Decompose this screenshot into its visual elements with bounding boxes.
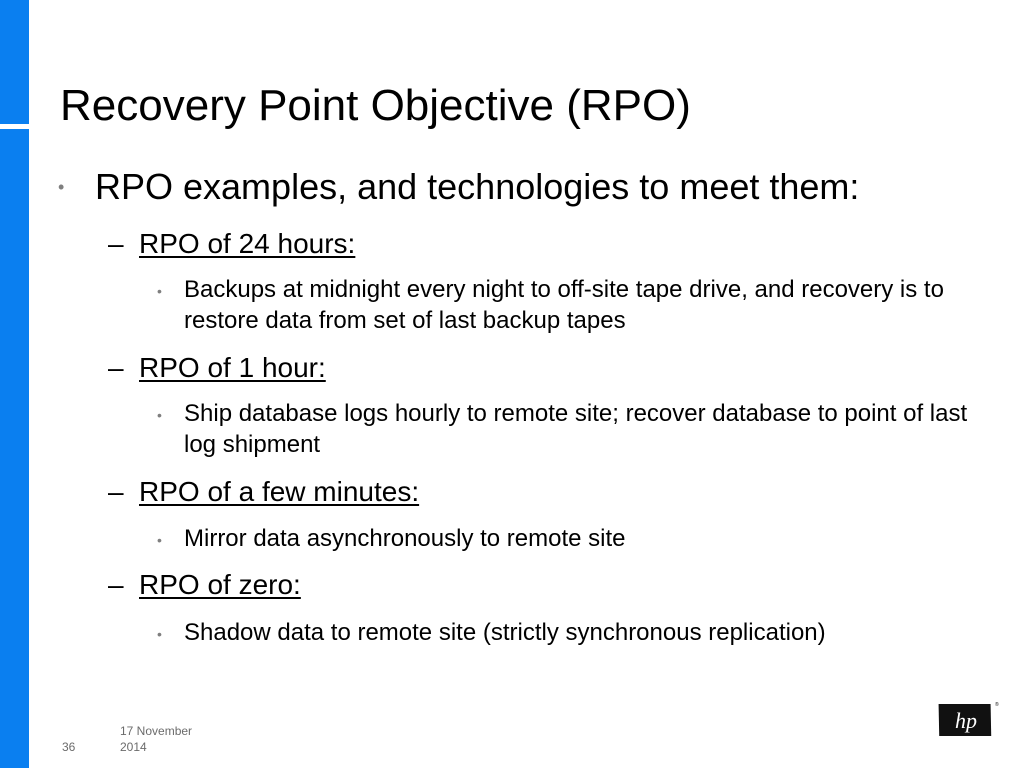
dash-icon: –	[108, 569, 124, 600]
hp-logo-icon	[935, 700, 999, 740]
page-number: 36	[62, 740, 76, 754]
section-detail: Mirror data asynchronously to remote site	[184, 525, 626, 552]
section-heading: RPO of 1 hour:	[139, 352, 326, 383]
bullet-icon: •	[58, 177, 65, 197]
side-bar-divider	[0, 124, 29, 129]
bullet-icon: •	[157, 626, 162, 642]
bullet-icon: •	[157, 407, 162, 423]
logo-text: hp	[955, 708, 977, 733]
section-heading: RPO of a few minutes:	[139, 476, 420, 507]
section-detail: Ship database logs hourly to remote site; recover database to point of last log shipment	[184, 400, 968, 458]
svg-text:®: ®	[995, 702, 999, 708]
section-detail: Shadow data to remote site (strictly synchronous replication)	[184, 619, 826, 646]
side-accent-bar	[0, 0, 29, 768]
dash-icon: –	[108, 228, 124, 259]
slide-title: Recovery Point Objective (RPO)	[60, 81, 691, 130]
section-heading: RPO of 24 hours:	[139, 228, 356, 259]
main-bullet-text: RPO examples, and technologies to meet them:	[95, 166, 860, 207]
section-detail: Backups at midnight every night to off-site tape drive, and recovery is to restore data from set of last backup tapes	[184, 276, 944, 334]
footer-date: 17 November 2014	[120, 724, 193, 754]
dash-icon: –	[108, 476, 124, 507]
section-heading: RPO of zero:	[139, 569, 301, 600]
dash-icon: –	[108, 352, 124, 383]
bullet-icon: •	[157, 283, 162, 299]
bullet-icon: •	[157, 532, 162, 548]
